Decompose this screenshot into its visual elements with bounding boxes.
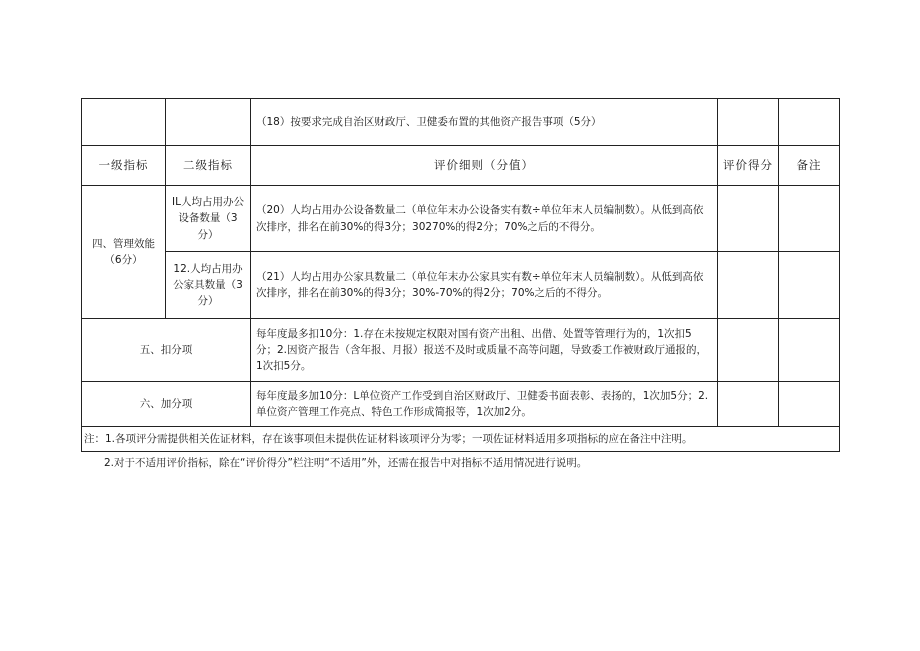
section4-label: 四、管理效能（6分） (82, 186, 166, 319)
section5-detail: 每年度最多扣10分：1.存在未按规定权限对国有资产出租、出借、处置等管理行为的，1次扣5分；2.因资产报告（含年报、月报）报送不及时或质量不高等问题，导致委工作被财政厅通报的，1次扣5分。 (251, 319, 718, 382)
section6-detail: 每年度最多加10分：L单位资产工作受到自治区财政厅、卫健委书面表彰、表扬的，1次加5分；2.单位资产管理工作亮点、特色工作形成简报等，1次加2分。 (251, 382, 718, 427)
table-row (82, 99, 840, 146)
header-detail: 评价细则（分值） (251, 146, 718, 186)
header-level1: 一级指标 (82, 146, 166, 186)
section4-item2-detail: （21）人均占用办公家具数量二（单位年末办公家具实有数÷单位年末人员编制数）。从低到高依次排序，排名在前30%的得3分；30%-70%的得2分；70%之后的不得分。 (251, 252, 718, 319)
remark-cell (779, 186, 840, 252)
table-row (82, 382, 840, 427)
score-cell (718, 319, 779, 382)
header-score: 评价得分 (718, 146, 779, 186)
remark-cell (779, 252, 840, 319)
section5-label: 五、扣分项 (82, 319, 251, 382)
header-row (82, 146, 840, 186)
section4-item2-level2: 12.人均占用办公家具数量（3分） (166, 252, 251, 319)
header-remark: 备注 (779, 146, 840, 186)
remark-cell (779, 319, 840, 382)
detail-cell-18: （18）按要求完成自治区财政厅、卫健委布置的其他资产报告事项（5分） (251, 99, 718, 146)
section4-item1-level2: IL人均占用办公设备数量（3分） (166, 186, 251, 252)
level1-cell-empty (82, 99, 166, 146)
table-row (82, 186, 840, 252)
table-row (82, 252, 840, 319)
score-cell (718, 186, 779, 252)
score-cell (718, 99, 779, 146)
remark-cell (779, 99, 840, 146)
header-level2: 二级指标 (166, 146, 251, 186)
note-1: 注：1.各项评分需提供相关佐证材料，存在该事项但未提供佐证材料该项评分为零；一项佐证材料适用多项指标的应在备注中注明。 (82, 427, 840, 452)
section4-item1-detail: （20）人均占用办公设备数量二（单位年末办公设备实有数÷单位年末人员编制数）。从低到高依次排序，排名在前30%的得3分；30270%的得2分；70%之后的不得分。 (251, 186, 718, 252)
evaluation-table (81, 98, 840, 452)
remark-cell (779, 382, 840, 427)
note-2: 2.对于不适用评价指标，除在“评价得分”栏注明“不适用”外，还需在报告中对指标不适用情况进行说明。 (104, 457, 588, 469)
score-cell (718, 382, 779, 427)
note-row (82, 427, 840, 452)
level2-cell-empty (166, 99, 251, 146)
table-row (82, 319, 840, 382)
section6-label: 六、加分项 (82, 382, 251, 427)
score-cell (718, 252, 779, 319)
